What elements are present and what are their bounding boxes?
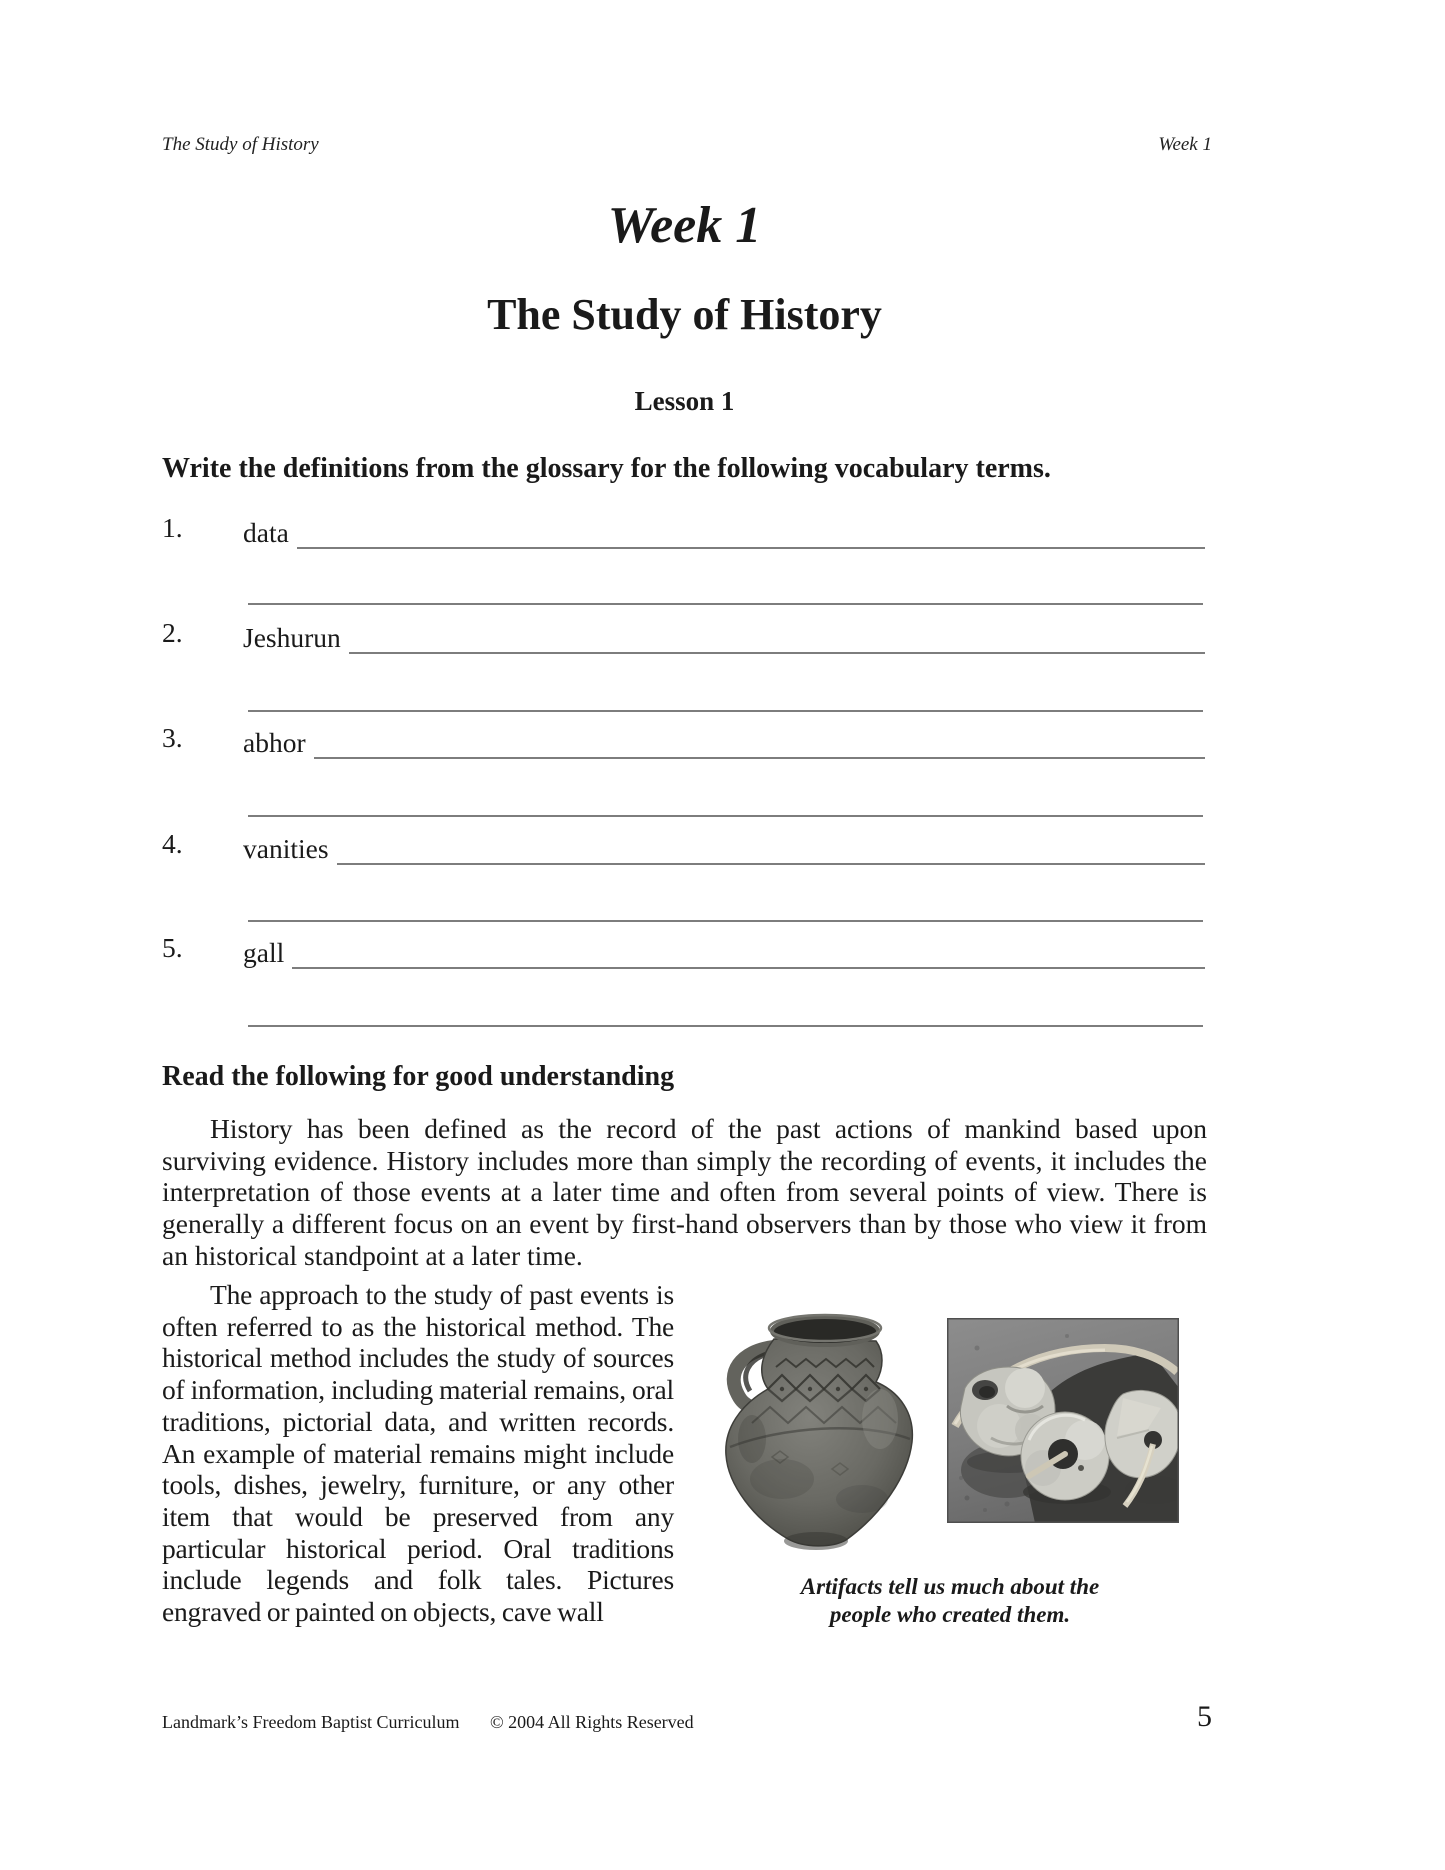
lesson-heading: Lesson 1 — [634, 386, 735, 416]
answer-blank-line — [248, 1025, 1203, 1027]
vocab-number: 1. — [162, 512, 183, 543]
answer-blank-line — [297, 544, 1205, 549]
vocab-item-gall — [243, 929, 1205, 969]
running-header — [162, 134, 1212, 156]
reading-paragraph-2: The approach to the study of past events is often referred to as the historical method. The historical method includes the study of sources of information, including material remains, oral traditions, pictorial data, and written records. An example of material remains might include tools, dishes, jewelry, furniture, or any other item that would be preserved from any particular historical period. Oral traditions include legends and folk tales. Pictures engraved or painted on objects, cave wall — [162, 1279, 674, 1628]
answer-blank-line — [337, 860, 1205, 865]
ancient-pot-photo — [712, 1297, 928, 1557]
reading-heading: Read the following for good understanding — [162, 1061, 675, 1092]
vocab-number: 2. — [162, 617, 183, 648]
answer-blank-line — [292, 964, 1205, 969]
vocab-item-vanities — [243, 825, 1205, 865]
vocab-term: vanities — [243, 833, 329, 864]
answer-blank-line — [349, 649, 1205, 654]
running-header-left: The Study of History — [162, 134, 319, 155]
instruction-heading: Write the definitions from the glossary for the following vocabulary terms. — [162, 453, 1051, 484]
vocab-number: 4. — [162, 828, 183, 859]
page-number: 5 — [1197, 1700, 1212, 1733]
vocab-term: data — [243, 517, 289, 548]
vocab-item-abhor — [243, 719, 1205, 759]
reading-paragraph-1: History has been defined as the record of the past actions of mankind based upon surviving evidence. History includes more than simply the recording of events, it includes the interpretation of those events at a later time and often from several points of view. There is generally a different focus on an event by first-hand observers than by those who view it from an historical standpoint at a later time. — [162, 1113, 1207, 1271]
vocab-number: 3. — [162, 722, 183, 753]
figure-caption-line: Artifacts tell us much about the — [800, 1574, 1100, 1599]
vocab-term: gall — [243, 937, 285, 968]
answer-blank-line — [248, 920, 1203, 922]
figure-caption — [760, 1573, 1140, 1629]
answer-blank-line — [314, 754, 1205, 759]
vocab-term: Jeshurun — [243, 622, 341, 653]
answer-blank-line — [248, 815, 1203, 817]
vocab-number: 5. — [162, 932, 183, 963]
figure-caption-line: people who created them. — [829, 1602, 1071, 1627]
vocab-term: abhor — [243, 727, 306, 758]
page-subtitle: The Study of History — [487, 290, 882, 339]
stone-beads-photo — [947, 1318, 1179, 1523]
running-header-right: Week 1 — [1158, 134, 1212, 155]
vocab-item-data — [243, 509, 1205, 549]
footer-publisher: Landmark’s Freedom Baptist Curriculum — [162, 1712, 460, 1732]
vocab-item-jeshurun — [243, 614, 1205, 654]
footer-copyright: © 2004 All Rights Reserved — [490, 1712, 694, 1732]
answer-blank-line — [248, 710, 1203, 712]
answer-blank-line — [248, 603, 1203, 605]
page-title: Week 1 — [607, 197, 762, 254]
